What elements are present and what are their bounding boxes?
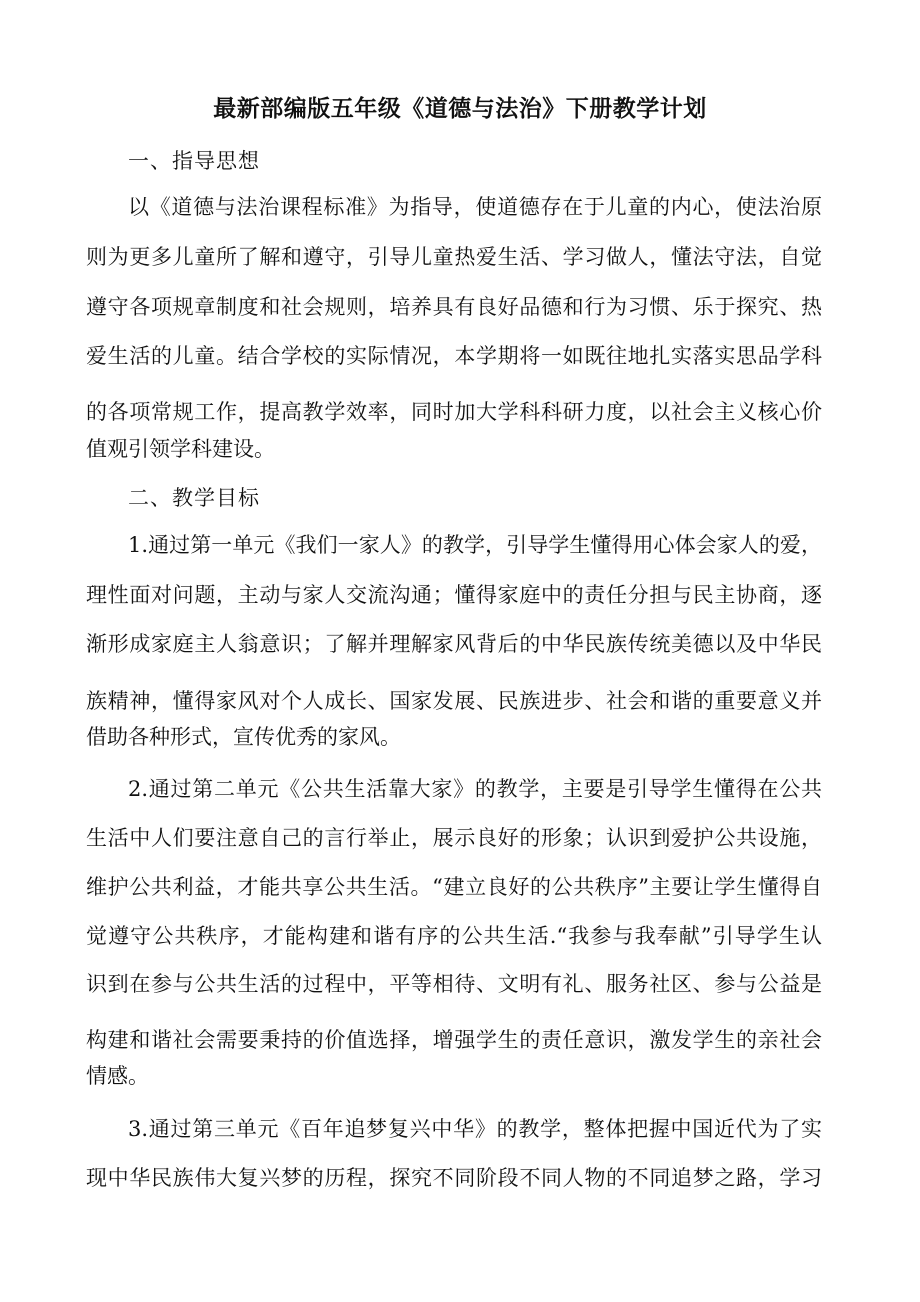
paragraph-line: 以《道德与法治课程标准》为指导，使道德存在于儿童的内心，使法治原 xyxy=(128,195,822,219)
section-heading-teaching-goals: 二、教学目标 xyxy=(128,486,260,510)
paragraph-line: 识到在参与公共生活的过程中，平等相待、文明有礼、服务社区、参与公益是 xyxy=(86,972,822,996)
paragraph-line: 现中华民族伟大复兴梦的历程，探究不同阶段不同人物的不同追梦之路，学习 xyxy=(86,1166,822,1190)
document-title: 最新部编版五年级《道德与法治》下册教学计划 xyxy=(213,95,707,122)
paragraph-line: 维护公共利益，才能共享公共生活。“建立良好的公共秩序”主要让学生懂得自 xyxy=(86,875,822,899)
paragraph-line: 理性面对问题，主动与家人交流沟通；懂得家庭中的责任分担与民主协商，逐 xyxy=(86,583,822,607)
paragraph-line: 构建和谐社会需要秉持的价值选择，增强学生的责任意识，激发学生的亲社会 xyxy=(86,1028,822,1052)
paragraph-line: 3.通过第三单元《百年追梦复兴中华》的教学，整体把握中国近代为了实 xyxy=(128,1117,822,1141)
paragraph-line: 生活中人们要注意自己的言行举止，展示良好的形象；认识到爱护公共设施， xyxy=(86,826,822,850)
paragraph-line: 觉遵守公共秩序，才能构建和谐有序的公共生活.“我参与我奉献”引导学生认 xyxy=(86,924,822,948)
paragraph-line: 的各项常规工作，提高教学效率，同时加大学科科研力度，以社会主义核心价 xyxy=(86,400,822,424)
paragraph-line: 2.通过第二单元《公共生活靠大家》的教学，主要是引导学生懂得在公共 xyxy=(128,777,822,801)
paragraph-line: 族精神，懂得家风对个人成长、国家发展、民族进步、社会和谐的重要意义并 xyxy=(86,689,822,713)
section-heading-guiding-ideology: 一、指导思想 xyxy=(128,149,260,173)
paragraph-line: 借助各种形式，宣传优秀的家风。 xyxy=(86,725,401,749)
paragraph-line: 值观引领学科建设。 xyxy=(86,437,275,461)
paragraph-line: 遵守各项规章制度和社会规则，培养具有良好品德和行为习惯、乐于探究、热 xyxy=(86,295,822,319)
paragraph-line: 渐形成家庭主人翁意识；了解并理解家风背后的中华民族传统美德以及中华民 xyxy=(86,632,822,656)
paragraph-line: 情感。 xyxy=(86,1064,149,1088)
paragraph-line: 爱生活的儿童。结合学校的实际情况，本学期将一如既往地扎实落实思品学科 xyxy=(86,344,822,368)
paragraph-line: 1.通过第一单元《我们一家人》的教学，引导学生懂得用心体会家人的爱， xyxy=(128,533,822,557)
paragraph-line: 则为更多儿童所了解和遵守，引导儿童热爱生活、学习做人，懂法守法，自觉 xyxy=(86,245,822,269)
